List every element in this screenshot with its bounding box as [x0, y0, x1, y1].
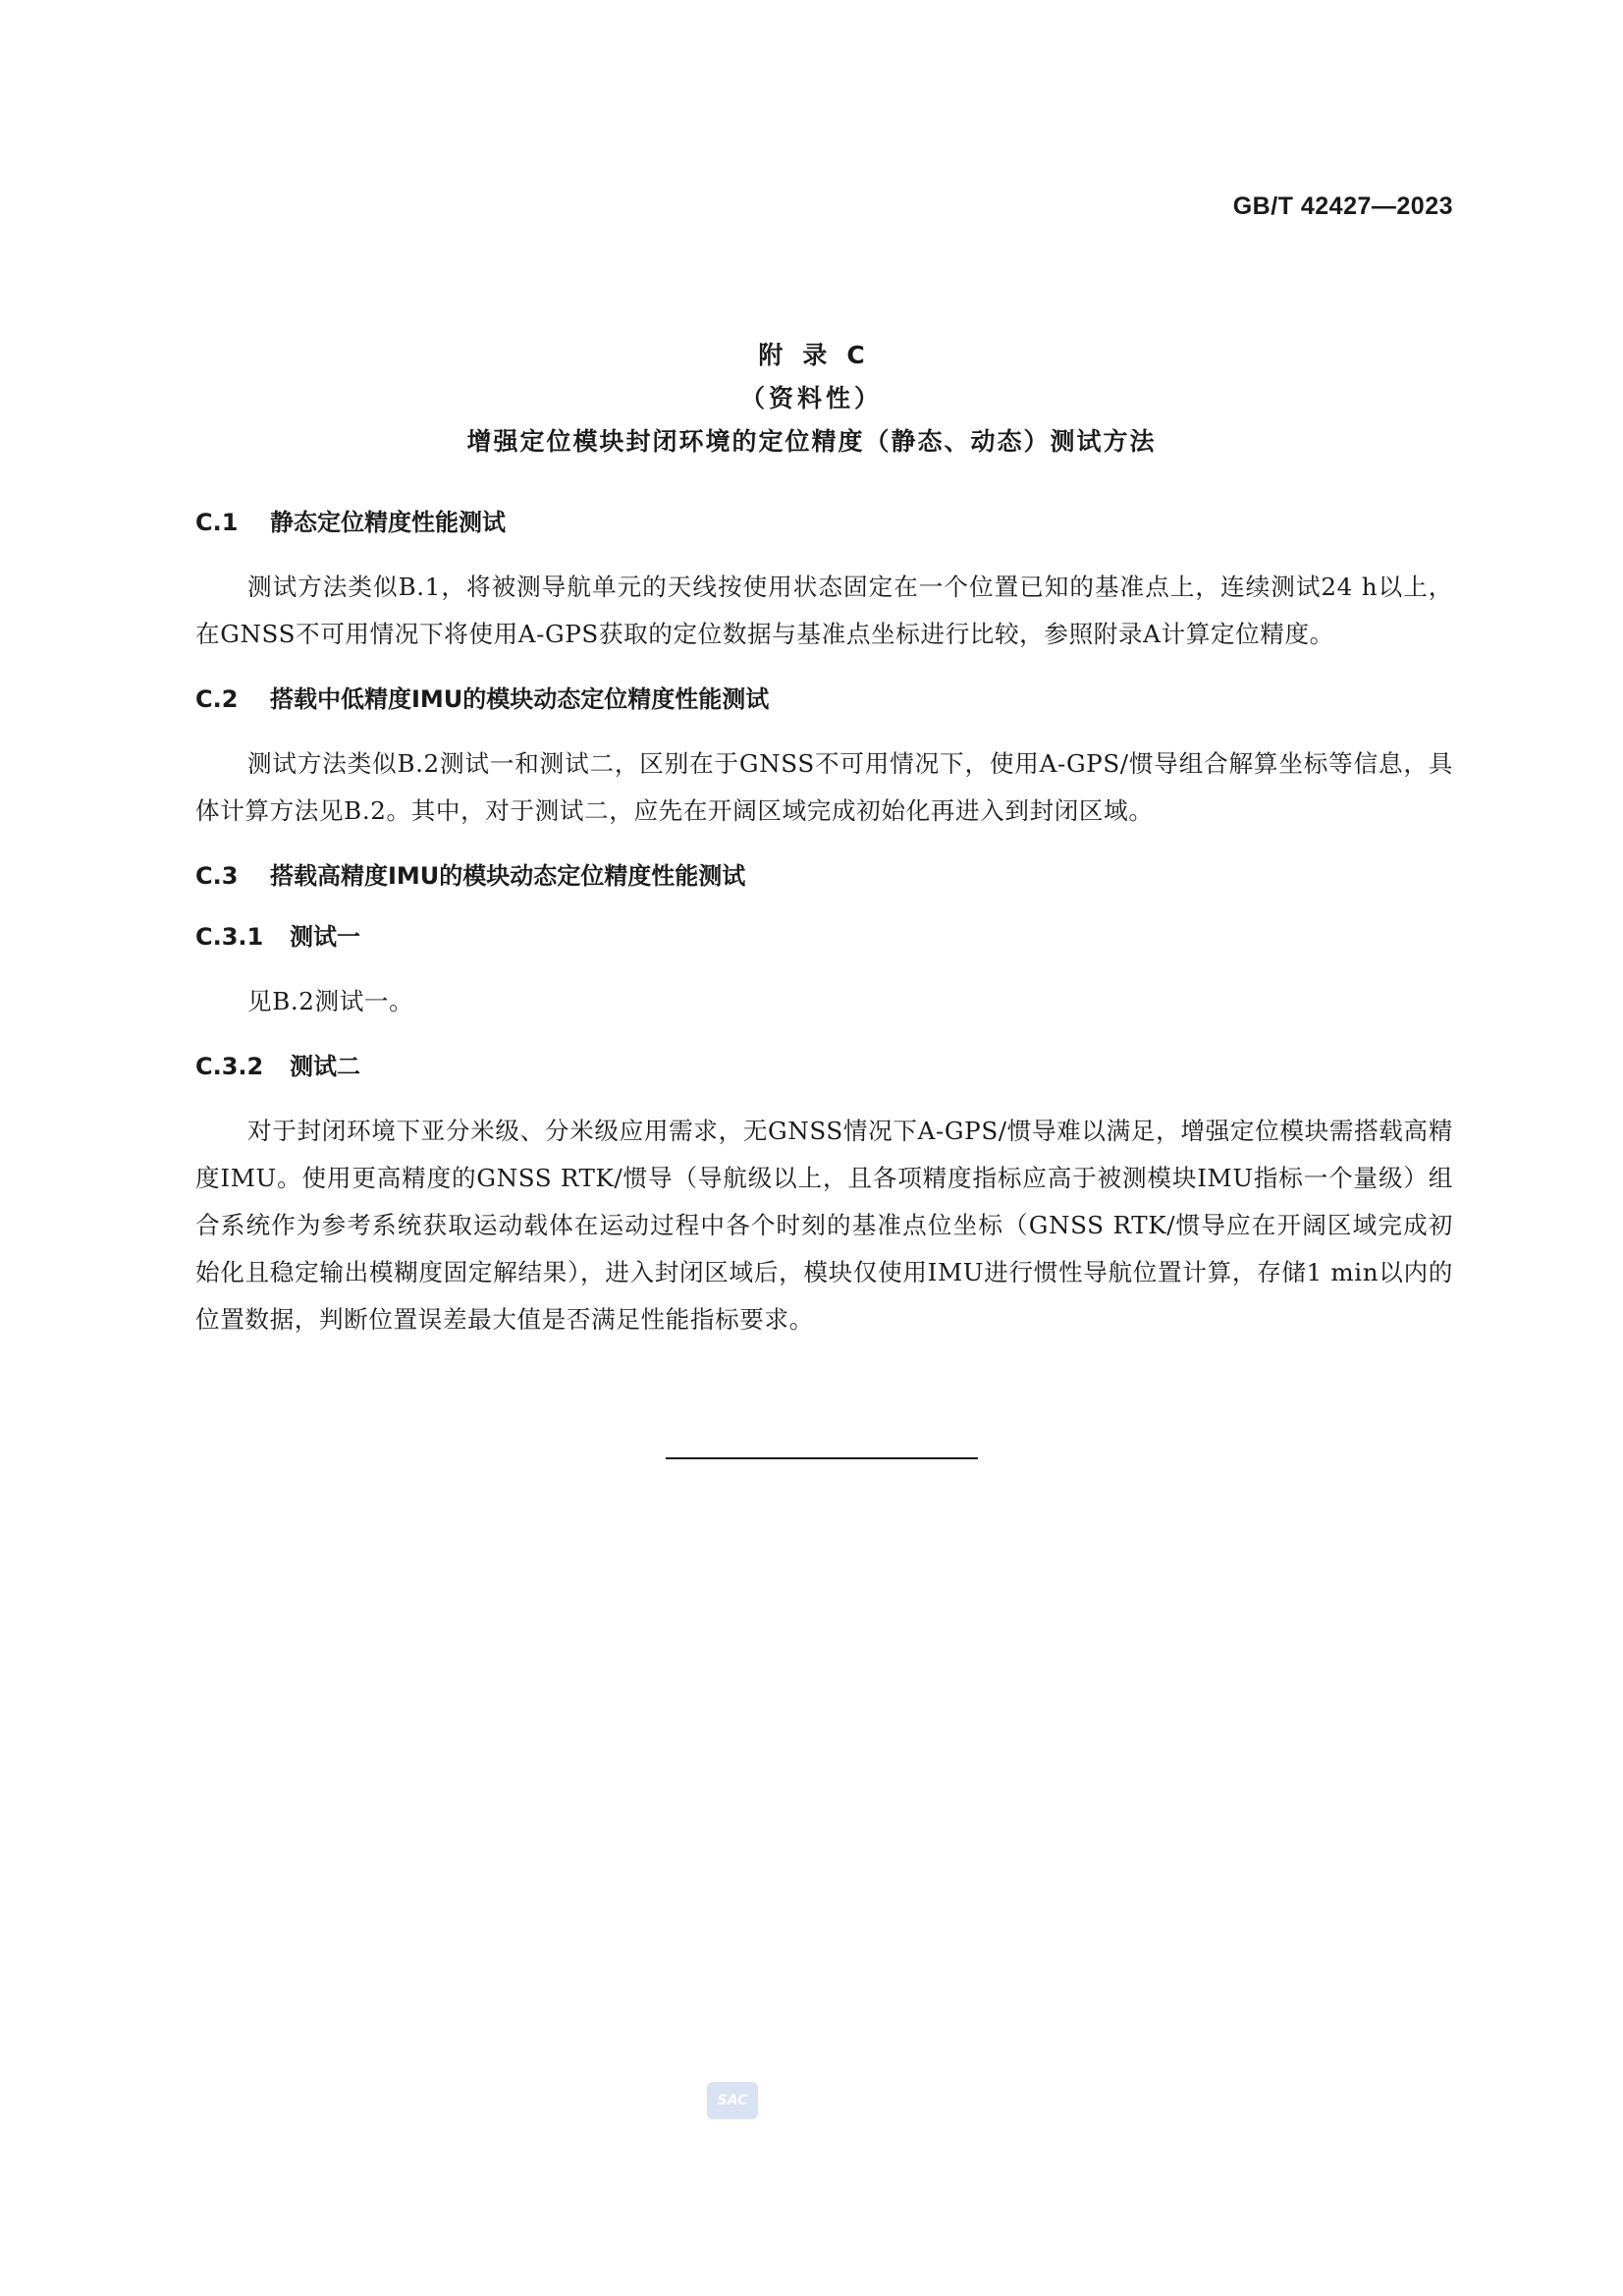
annex-body: [195, 503, 1453, 1343]
section-paragraph-c1: 测试方法类似B.1，将被测导航单元的天线按使用状态固定在一个位置已知的基准点上，连续测试24 h以上，在GNSS不可用情况下将使用A-GPS获取的定位数据与基准点坐标进行比较，参照附录A计算定位精度。: [195, 573, 1453, 648]
annex-type: （资料性）: [739, 384, 883, 412]
section-heading-c2: [195, 680, 1453, 719]
section-number: C.3.1: [195, 923, 264, 951]
section-number: C.3: [195, 862, 239, 890]
section-heading-c3-1: [195, 917, 1453, 957]
standard-number: GB/T 42427—2023: [1232, 192, 1453, 220]
section-title: 测试一: [290, 923, 360, 951]
annex-name: 增强定位模块封闭环境的定位精度（静态、动态）测试方法: [466, 427, 1157, 456]
section-paragraph-c2: 测试方法类似B.2测试一和测试二，区别在于GNSS不可用情况下，使用A-GPS/惯导组合解算坐标等信息，具体计算方法见B.2。其中，对于测试二，应先在开阔区域完成初始化再进入到封闭区域。: [195, 749, 1453, 825]
section-title: 搭载中低精度IMU的模块动态定位精度性能测试: [270, 685, 770, 713]
section-number: C.2: [195, 685, 239, 713]
annex-title: 附录C: [758, 341, 885, 369]
section-heading-c1: [195, 503, 1453, 542]
section-heading-c3-2: [195, 1047, 1453, 1086]
section-title: 静态定位精度性能测试: [270, 509, 506, 536]
section-heading-c3: [195, 856, 1453, 896]
section-paragraph-c3-2: 对于封闭环境下亚分米级、分米级应用需求，无GNSS情况下A-GPS/惯导难以满足，增强定位模块需搭载高精度IMU。使用更高精度的GNSS RTK/惯导（导航级以上，且各项精度指标应高于被测模块IMU指标一个量级）组合系统作为参考系统获取运动载体在运动过程中各个时刻的基准点位坐标（GNSS RTK/惯导应在开阔区域完成初始化且稳定输出模糊度固定解结果），进入封闭区域后，模块仅使用IMU进行惯性导航位置计算，存储1 min以内的位置数据，判断位置误差最大值是否满足性能指标要求。: [195, 1117, 1453, 1334]
section-title: 测试二: [290, 1053, 360, 1080]
end-of-annex-rule: [666, 1457, 978, 1459]
section-paragraph-c3-1: 见B.2测试一。: [247, 987, 414, 1015]
section-number: C.1: [195, 509, 239, 536]
section-title: 搭载高精度IMU的模块动态定位精度性能测试: [270, 862, 746, 890]
sac-watermark-logo: SAC: [707, 2082, 758, 2119]
section-number: C.3.2: [195, 1053, 264, 1080]
